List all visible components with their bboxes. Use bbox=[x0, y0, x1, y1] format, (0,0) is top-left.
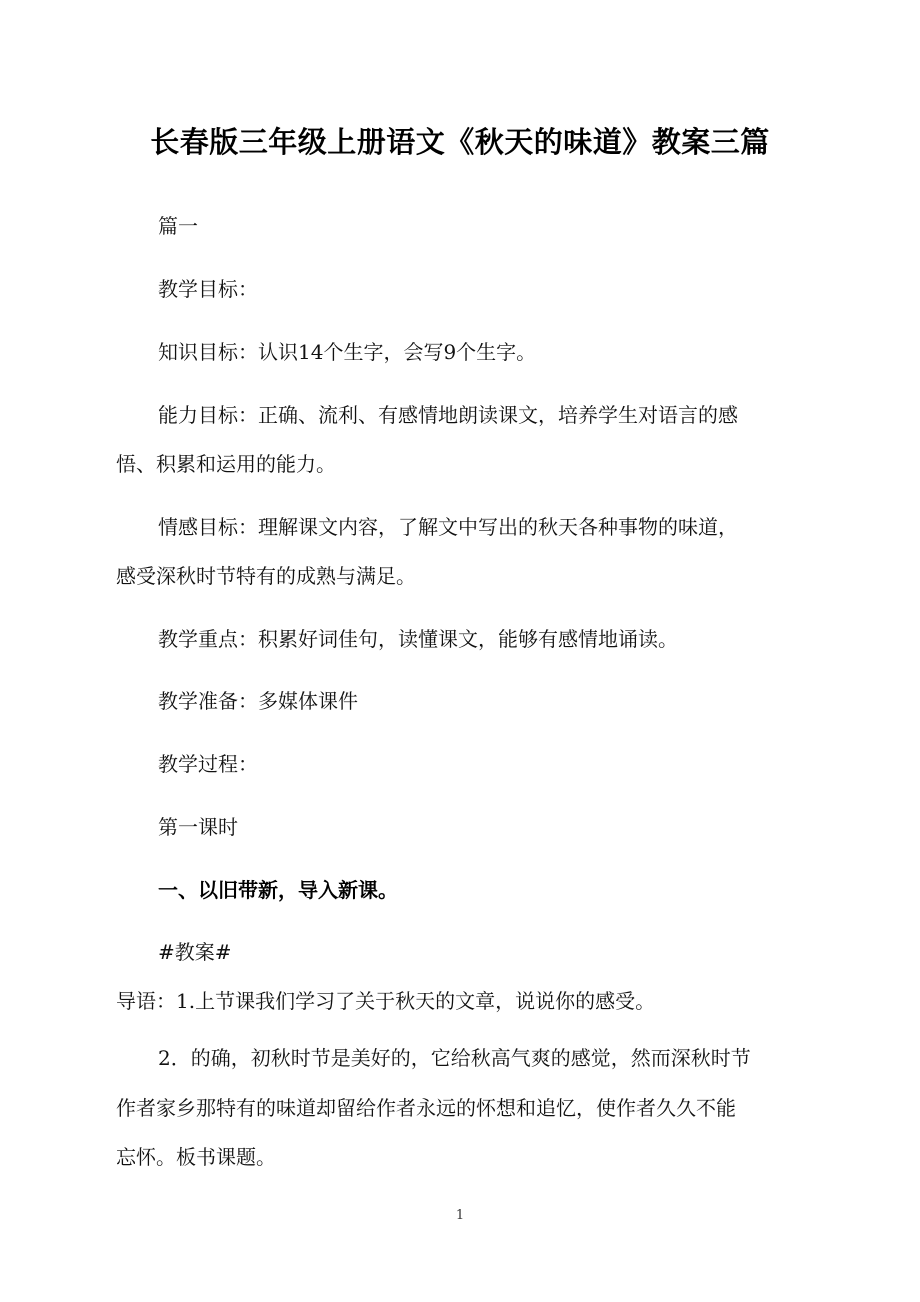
page-number: 1 bbox=[455, 1208, 465, 1223]
knowledge-objective: 知识目标：认识14个生字，会写9个生字。 bbox=[158, 340, 537, 364]
ability-objective-line-2: 悟、积累和运用的能力。 bbox=[116, 452, 336, 476]
document-title: 长春版三年级上册语文《秋天的味道》教案三篇 bbox=[150, 125, 770, 159]
section-label-pian-yi: 篇一 bbox=[158, 214, 198, 238]
first-lesson-heading: 第一课时 bbox=[158, 815, 238, 839]
teaching-process-heading: 教学过程： bbox=[158, 752, 258, 776]
emotion-objective-line-2: 感受深秋时节特有的成熟与满足。 bbox=[116, 564, 416, 588]
teaching-focus: 教学重点：积累好词佳句，读懂课文，能够有感情地诵读。 bbox=[158, 627, 678, 651]
teaching-preparation: 教学准备：多媒体课件 bbox=[158, 689, 358, 713]
lesson-plan-tag: #教案# bbox=[158, 940, 232, 964]
step-one-heading: 一、以旧带新，导入新课。 bbox=[158, 878, 398, 902]
intro-item-1: 导语：1.上节课我们学习了关于秋天的文章，说说你的感受。 bbox=[116, 989, 656, 1013]
teaching-objectives-heading: 教学目标： bbox=[158, 277, 258, 301]
intro-item-2-line-2: 作者家乡那特有的味道却留给作者永远的怀想和追忆，使作者久久不能 bbox=[116, 1096, 736, 1120]
emotion-objective-line-1: 情感目标：理解课文内容，了解文中写出的秋天各种事物的味道， bbox=[158, 515, 738, 539]
intro-item-2-line-3: 忘怀。板书课题。 bbox=[116, 1145, 276, 1169]
ability-objective-line-1: 能力目标：正确、流利、有感情地朗读课文，培养学生对语言的感 bbox=[158, 403, 738, 427]
intro-item-2-line-1: 2．的确，初秋时节是美好的，它给秋高气爽的感觉，然而深秋时节 bbox=[158, 1046, 751, 1070]
